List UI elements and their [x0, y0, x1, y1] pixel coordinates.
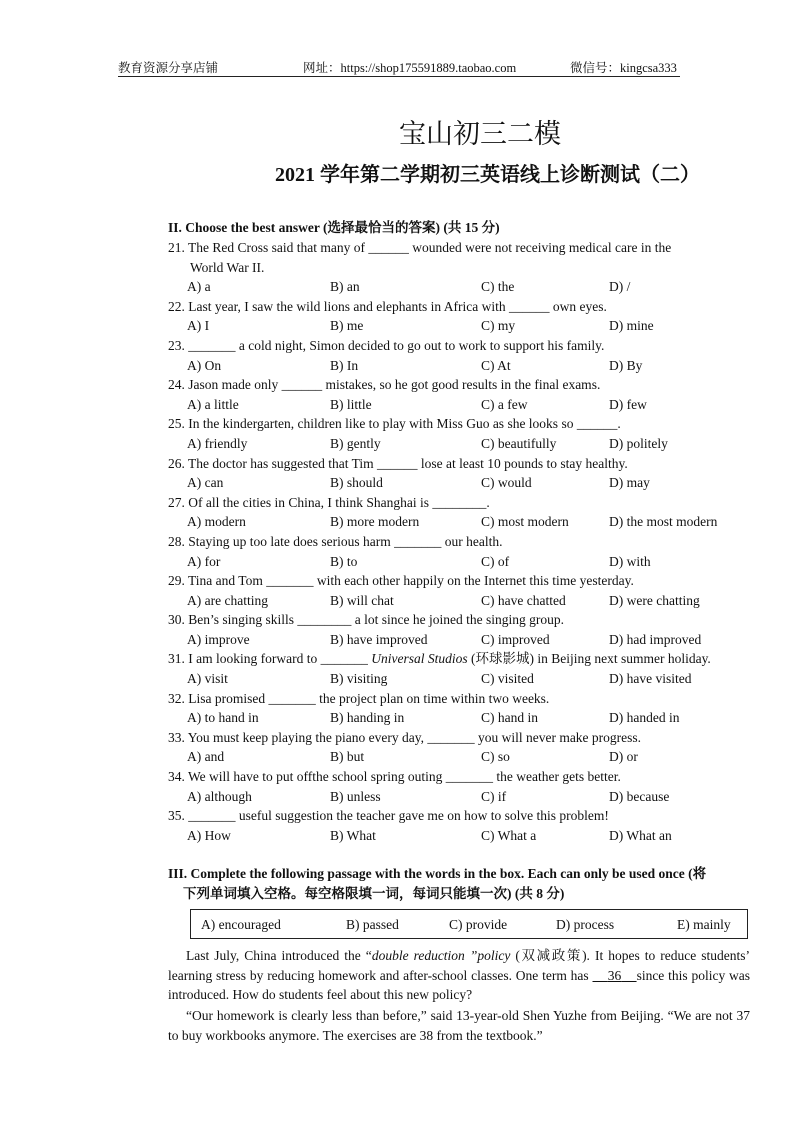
options-21	[168, 277, 758, 297]
option-b: B) What	[330, 827, 376, 843]
option-a: A) although	[187, 788, 252, 804]
question-stem: 26. The doctor has suggested that Tim ______ lose at least 10 pounds to stay healthy.	[168, 455, 628, 471]
option-a: A) are chatting	[187, 592, 268, 608]
question-29	[168, 571, 758, 591]
option-c: C) hand in	[481, 710, 538, 726]
option-b: B) visiting	[330, 671, 388, 687]
question-stem: 35. _______ useful suggestion the teacher gave me on how to solve this problem!	[168, 808, 609, 824]
option-c: C) visited	[481, 671, 534, 687]
section-2-heading: II. Choose the best answer (选择最恰当的答案) (共 15 分)	[168, 220, 500, 235]
para-text: (双减政策). It hopes to reduce students’ learning stress by reducing homework and after-school classes. One term has	[168, 948, 750, 983]
header-shop: 教育资源分享店铺	[118, 61, 219, 75]
options-28	[168, 552, 758, 572]
option-a: A) On	[187, 357, 222, 373]
options-25	[168, 434, 758, 454]
option-d: D) have visited	[609, 671, 692, 687]
passage-paragraph-1	[168, 946, 750, 1005]
options-34	[168, 787, 758, 807]
option-d: D) were chatting	[609, 592, 700, 608]
option-a: A) How	[187, 827, 231, 843]
question-stem	[168, 649, 758, 669]
option-b: B) but	[330, 749, 365, 765]
section-3-heading-line1: III. Complete the following passage with the words in the box. Each can only be used once (将	[168, 866, 707, 881]
option-d: D) handed in	[609, 710, 680, 726]
question-30	[168, 610, 758, 630]
option-d: D) mine	[609, 318, 654, 334]
option-c: C) improved	[481, 631, 550, 647]
passage-paragraph-2	[168, 1006, 750, 1045]
option-a: A) for	[187, 553, 221, 569]
para-text: since this policy was introduced. How do students feel about this new policy?	[168, 967, 751, 1003]
word-option: C) provide	[449, 917, 508, 932]
section-3-heading-line2: 下列单词填入空格。每空格限填一词，每词只能填一次) (共 8 分)	[183, 886, 565, 901]
word-option: B) passed	[346, 917, 399, 932]
option-c: C) if	[481, 788, 507, 804]
option-d: D) politely	[609, 435, 668, 451]
options-30	[168, 630, 758, 650]
question-stem: 34. We will have to put offthe school spring outing _______ the weather gets better.	[168, 769, 621, 785]
option-a: A) visit	[187, 671, 228, 687]
question-stem: 27. Of all the cities in China, I think Shanghai is ________.	[168, 494, 490, 510]
option-d: D) with	[609, 553, 651, 569]
page-header	[118, 56, 680, 77]
question-25	[168, 414, 758, 434]
option-d: D) the most modern	[609, 514, 718, 530]
blank-36	[593, 968, 637, 983]
option-d: D) or	[609, 749, 638, 765]
question-stem: 21. The Red Cross said that many of ______ wounded were not receiving medical care in the	[168, 240, 672, 255]
stem-part: 31. I am looking forward to _______	[168, 651, 372, 667]
header-wechat: 微信号：kingcsa333	[570, 61, 677, 75]
stem-italic: Universal Studios	[371, 651, 468, 667]
option-b: B) little	[330, 396, 372, 412]
question-stem: 29. Tina and Tom _______ with each other happily on the Internet this time yesterday.	[168, 573, 634, 589]
options-31	[168, 669, 758, 689]
question-stem: 23. _______ a cold night, Simon decided to go out to work to support his family.	[168, 337, 605, 353]
para-text: “Our homework is clearly less than before,” said 13-year-old Shen Yuzhe from Beijing. “We are not 37 to buy workbooks anymore. The exercises are 38 from the textbook.”	[168, 1008, 750, 1043]
option-b: B) should	[330, 475, 383, 491]
question-26	[168, 454, 758, 474]
stem-part: (环球影城) in Beijing next summer holiday.	[467, 651, 711, 667]
question-27	[168, 493, 758, 513]
option-b: B) me	[330, 318, 364, 334]
question-24	[168, 375, 758, 395]
option-c: C) most modern	[481, 514, 569, 530]
option-a: A) a little	[187, 396, 239, 412]
option-d: D) By	[609, 357, 643, 373]
question-stem: 24. Jason made only ______ mistakes, so he got good results in the final exams.	[168, 377, 601, 393]
option-d: D) What an	[609, 827, 672, 843]
option-a: A) improve	[187, 631, 250, 647]
exam-subtitle: 2021 学年第二学期初三英语线上诊断测试（二）	[275, 164, 700, 186]
options-35	[168, 826, 758, 846]
options-24	[168, 395, 758, 415]
question-stem-continued: World War II.	[190, 259, 265, 275]
option-a: A) can	[187, 475, 224, 491]
word-option: D) process	[556, 917, 615, 932]
options-32	[168, 708, 758, 728]
blank-number: 36	[607, 967, 622, 983]
page-title: 宝山初三二模	[399, 119, 561, 149]
option-a: A) to hand in	[187, 710, 259, 726]
option-d: D) few	[609, 396, 647, 412]
para-text: Last July, China introduced the “	[186, 948, 372, 963]
option-c: C) a few	[481, 396, 528, 412]
question-23	[168, 336, 758, 356]
options-22	[168, 316, 758, 336]
option-b: B) handing in	[330, 710, 405, 726]
option-a: A) I	[187, 318, 210, 334]
option-a: A) and	[187, 749, 225, 765]
question-stem: 25. In the kindergarten, children like to play with Miss Guo as she looks so ______.	[168, 416, 621, 432]
option-b: B) In	[330, 357, 359, 373]
option-c: C) of	[481, 553, 510, 569]
question-stem: 30. Ben’s singing skills ________ a lot since he joined the singing group.	[168, 612, 564, 628]
option-c: C) would	[481, 475, 532, 491]
option-a: A) a	[187, 279, 211, 295]
option-a: A) modern	[187, 514, 246, 530]
options-26	[168, 473, 758, 493]
question-32	[168, 689, 758, 709]
option-b: B) more modern	[330, 514, 420, 530]
option-b: B) unless	[330, 788, 381, 804]
option-c: C) What a	[481, 827, 537, 843]
option-b: B) have improved	[330, 631, 428, 647]
option-d: D) may	[609, 475, 650, 491]
option-b: B) gently	[330, 435, 381, 451]
option-d: D) /	[609, 279, 631, 295]
question-31	[168, 649, 758, 669]
question-22	[168, 297, 758, 317]
word-option: E) mainly	[677, 917, 731, 932]
question-34	[168, 767, 758, 787]
question-33	[168, 728, 758, 748]
header-url: 网址：https://shop175591889.taobao.com	[303, 61, 517, 75]
options-27	[168, 512, 758, 532]
options-33	[168, 747, 758, 767]
word-box	[190, 909, 748, 939]
question-28	[168, 532, 758, 552]
question-stem: 22. Last year, I saw the wild lions and elephants in Africa with ______ own eyes.	[168, 298, 607, 314]
option-c: C) the	[481, 279, 515, 295]
question-21	[168, 238, 758, 277]
option-c: C) my	[481, 318, 516, 334]
option-a: A) friendly	[187, 435, 248, 451]
question-list	[168, 238, 758, 845]
section-3-heading	[168, 864, 758, 904]
option-c: C) beautifully	[481, 435, 557, 451]
question-stem: 33. You must keep playing the piano every day, _______ you will never make progress.	[168, 729, 642, 745]
option-d: D) because	[609, 788, 670, 804]
option-b: B) will chat	[330, 592, 394, 608]
para-italic: double reduction ”policy	[371, 948, 511, 963]
option-c: C) have chatted	[481, 592, 566, 608]
option-d: D) had improved	[609, 631, 702, 647]
option-c: C) At	[481, 357, 511, 373]
options-23	[168, 356, 758, 376]
option-b: B) to	[330, 553, 358, 569]
question-35	[168, 806, 758, 826]
options-29	[168, 591, 758, 611]
option-b: B) an	[330, 279, 360, 295]
word-option: A) encouraged	[201, 917, 281, 932]
question-stem: 32. Lisa promised _______ the project plan on time within two weeks.	[168, 690, 550, 706]
option-c: C) so	[481, 749, 510, 765]
question-stem: 28. Staying up too late does serious harm _______ our health.	[168, 533, 503, 549]
